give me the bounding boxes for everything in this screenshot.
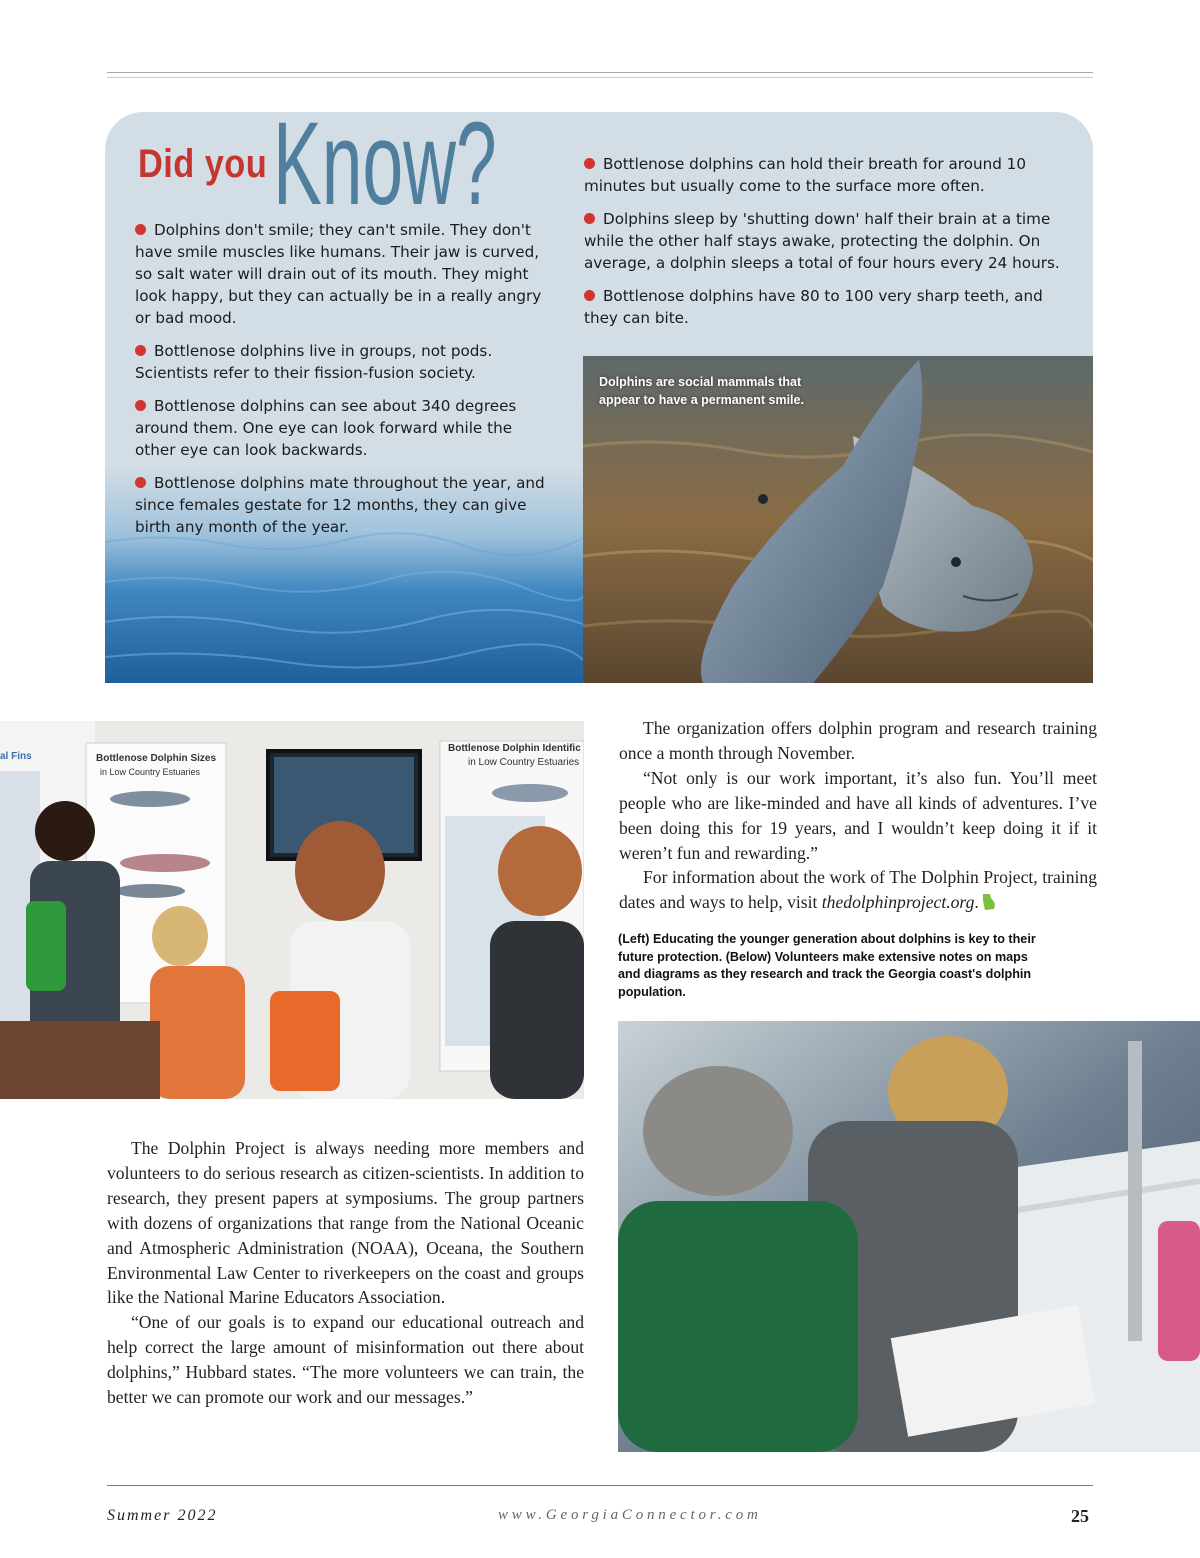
article-paragraph: The organization offers dolphin program and research training once a month through November. [619,718,1097,763]
bullet-dot-icon [135,345,146,356]
boat-illustration [618,1021,1200,1452]
fact-item: Bottlenose dolphins live in groups, not pods. Scientists refer to their fission-fusion society. [135,342,493,382]
footer-website[interactable]: www.GeorgiaConnector.com [498,1507,762,1523]
poster-right-sub: in Low Country Estuaries [468,757,580,768]
top-rule-thin [107,77,1093,78]
poster-left-sub: in Low Country Estuaries [100,767,201,777]
fact-item: Bottlenose dolphins can see about 340 degrees around them. One eye can look forward while the other eye can look backwards. [135,397,517,459]
did-you-heading: Did you [138,142,268,186]
bullet-dot-icon [135,400,146,411]
article-paragraph-info: For information about the work of The Dolphin Project, training dates and ways to help, visit thedolphinproject.org. [619,867,1097,913]
website-link[interactable]: thedolphinproject.org [821,892,975,913]
bullet-dot-icon [584,290,595,301]
article-paragraph: “One of our goals is to expand our educational outreach and help correct the large amount of misinformation out there about dolphins,” Hubbard states. “The more volunteers we can train, the better we can promote our work and our messages.” [107,1312,584,1408]
dolphin-photo-caption: Dolphins are social mammals that appear to have a permanent smile. [599,375,804,407]
facts-right-list [584,153,1064,340]
education-photo [0,721,584,1099]
fact-item: Bottlenose dolphins mate throughout the year, and since females gestate for 12 months, they can give birth any month of the year. [135,474,545,536]
bullet-dot-icon [135,224,146,235]
article-paragraph: The Dolphin Project is always needing more members and volunteers to do serious research as citizen-scientists. In addition to research, they present papers at symposiums. The group partners with dozens of organizations that range from the National Oceanic and Atmospheric Administration (NOAA), Oceana, the Southern Environmental Law Center to riverkeepers on the coast and groups like the National Marine Educators Association. [107,1138,584,1308]
fact-item: Bottlenose dolphins have 80 to 100 very sharp teeth, and they can bite. [584,287,1043,327]
facts-left-list [135,219,555,549]
poster-edge-label: al Fins [0,751,32,762]
bullet-dot-icon [135,477,146,488]
education-illustration [0,721,584,1099]
bullet-dot-icon [584,213,595,224]
page-number: 25 [1071,1506,1089,1526]
article-left-column [107,1136,584,1410]
photo-caption: (Left) Educating the younger generation about dolphins is key to their future protection. (Below) Volunteers make extensive notes on maps and diagrams as they research and track the Georgia coast's dolphin population. [618,932,1036,999]
know-heading: Know? [273,112,497,230]
georgia-state-icon [982,894,996,910]
fact-item: Dolphins sleep by 'shutting down' half their brain at a time while the other half stays awake, protecting the dolphin. On average, a dolphin sleeps a total of four hours every 24 hours. [584,210,1060,272]
footer-rule [107,1485,1093,1486]
top-rule [107,72,1093,73]
fact-item: Dolphins don't smile; they can't smile. They don't have smile muscles like humans. Their jaw is curved, so salt water will drain out of its mouth. They might look happy, but they can actually be in a really angry or bad mood. [135,221,542,327]
poster-left-title: Bottlenose Dolphin Sizes [96,753,217,764]
volunteers-boat-photo [618,1021,1200,1452]
bullet-dot-icon [584,158,595,169]
poster-right-title: Bottlenose Dolphin Identific [448,743,581,754]
dolphin-photo [583,356,1093,683]
footer-issue: Summer 2022 [107,1507,218,1524]
article-right-column [619,716,1097,915]
fact-item: Bottlenose dolphins can hold their breath for around 10 minutes but usually come to the surface more often. [584,155,1026,195]
article-paragraph: “Not only is our work important, it’s also fun. You’ll meet people who are like-minded and have all kinds of adventures. I’ve been doing this for 19 years, and I wouldn’t keep doing it if it weren’t fun and rewarding.” [619,767,1097,863]
